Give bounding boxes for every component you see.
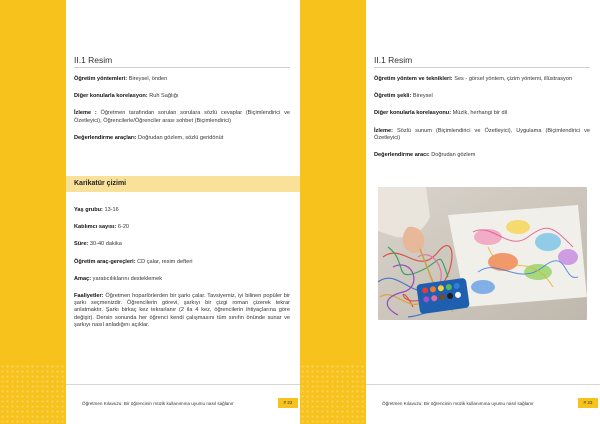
page-number: # 23 [578,398,598,408]
activity-info-block [74,207,290,339]
top-info-block [74,76,290,152]
footer-rule [366,384,600,385]
info-paragraph: Değerlendirme araçları: Doğrudan gözlem, sözlü geridönüt [74,134,224,141]
painting-photo [378,187,587,320]
info-paragraph: Öğretim yöntemleri: Bireysel, önden [74,76,168,82]
activity-title-band [66,176,300,192]
right-yellow-stripe [300,0,366,424]
info-paragraph: Diğer konularla korelasyonu: Müzik, herhangi bir dil [374,110,508,117]
section-title: II.1 Resim [374,55,413,65]
activity-title: Karikatür çizimi [74,180,127,187]
section-rule [374,67,590,68]
section-title: II.1 Resim [74,55,113,65]
info-paragraph: İzleme : Öğretmen tarafından sorulan sorulara sözlü cevaplar (Biçimlendirici ve Özetleyici), Öğrencilerle/Öğrenciler arası sohbet (Biçimlendirici) [74,110,290,124]
left-yellow-stripe [0,0,66,424]
footer-rule [66,384,300,385]
activities-paragraph: Faaliyetler: Öğretmen hoparlörlerden bir şarkı çalar. Tavsiyemiz, iyi bilinen popüler bir şarkı seçmenizdir. Öğrencilerin görevi, şarkıyı bir çizgi roman çizerek tekrar anlatmaktır. Şarkı birkaç kez tekrarlanır (2 ila 4 kez, öğrencilerin ihtiyaçlarına göre değişir). Dersin sonunda her öğrenci kendi çalışmasını tüm sınıfın önünde sunar ve şarkıyı nasıl anladığını açıklar. [74,293,290,328]
page-number: # 22 [278,398,298,408]
info-paragraph: İzleme: Sözlü sunum (Biçimlendirici ve Özetleyici), Uygulama (Biçimlendirici ve Özetleyici) [374,127,590,141]
dot-pattern [0,364,66,424]
info-paragraph: Süre: 30-40 dakika [74,241,122,248]
painting-photo-illustration [378,187,587,320]
footer-text: Öğretmen Kılavuzu: Bir öğrencinin müzik kullanımına uyumu nasıl sağlanır [82,401,234,406]
info-paragraph: Amaç: yaratıcılıklarını desteklemek [74,275,162,282]
info-paragraph: Değerlendirme aracı: Doğrudan gözlem [374,152,476,159]
info-paragraph: Diğer konularla korelasyon: Ruh Sağlığı [74,93,179,100]
info-paragraph: Yaş grubu: 13-16 [74,207,119,213]
info-paragraph: Öğretim şekli: Bireysel [374,93,433,100]
dot-pattern [300,364,366,424]
info-paragraph: Katılımcı sayısı: 6-20 [74,224,130,231]
info-paragraph: Öğretim araç-gereçleri: CD çalar, resim defteri [74,258,193,265]
info-paragraph: Öğretim yöntem ve teknikleri: Ses - görsel yöntem, çizim yöntemi, illüstrasyon [374,76,573,82]
left-page [66,0,300,424]
right-info-block [374,76,590,169]
section-rule [74,67,290,68]
footer-text: Öğretmen Kılavuzu: Bir öğrencinin müzik kullanımına uyumu nasıl sağlanır [382,401,534,406]
